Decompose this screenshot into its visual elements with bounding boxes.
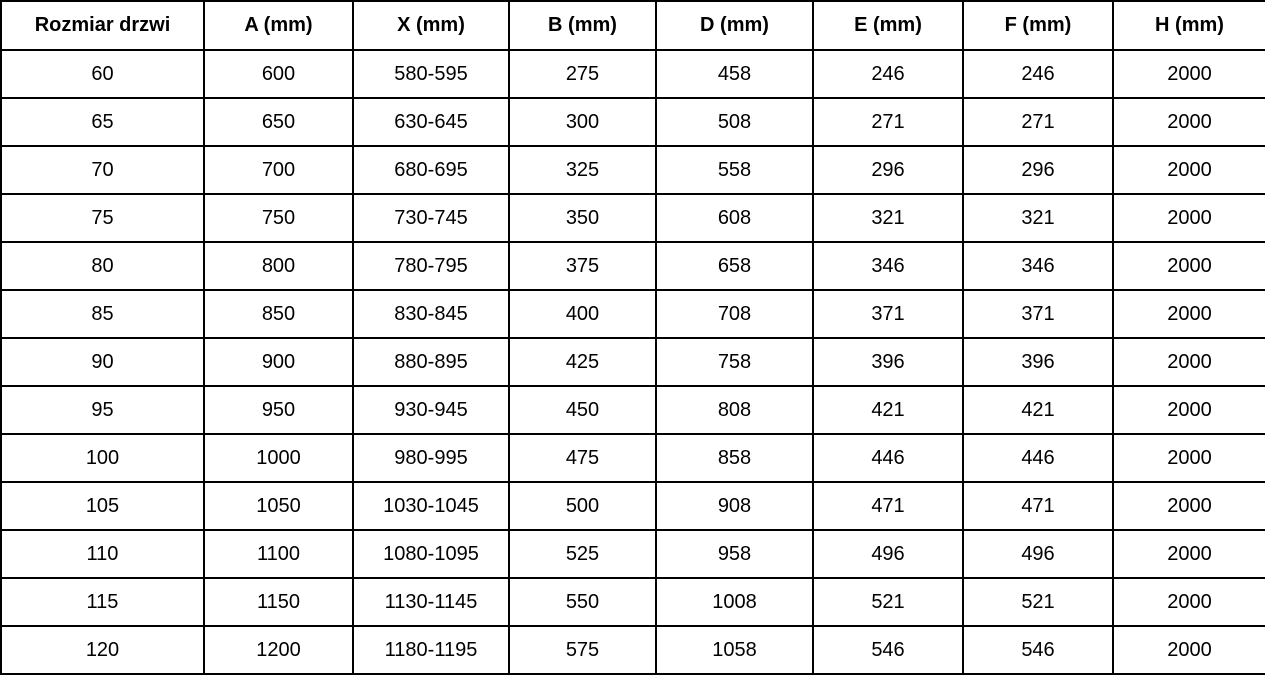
table-row <box>1 98 1265 146</box>
table-cell: 350 <box>509 194 656 242</box>
table-cell: 650 <box>204 98 353 146</box>
column-header: E (mm) <box>813 1 963 50</box>
table-cell: 546 <box>963 626 1113 674</box>
table-cell: 371 <box>963 290 1113 338</box>
table-cell: 2000 <box>1113 482 1265 530</box>
table-cell: 471 <box>813 482 963 530</box>
table-row <box>1 626 1265 674</box>
table-cell: 396 <box>813 338 963 386</box>
table-body <box>1 50 1265 674</box>
table-cell: 446 <box>963 434 1113 482</box>
table-cell: 321 <box>963 194 1113 242</box>
table-cell: 600 <box>204 50 353 98</box>
table-cell: 110 <box>1 530 204 578</box>
table-cell: 980-995 <box>353 434 509 482</box>
table-row <box>1 434 1265 482</box>
table-cell: 425 <box>509 338 656 386</box>
table-cell: 680-695 <box>353 146 509 194</box>
table-cell: 546 <box>813 626 963 674</box>
table-cell: 2000 <box>1113 290 1265 338</box>
table-cell: 525 <box>509 530 656 578</box>
table-cell: 2000 <box>1113 386 1265 434</box>
table-row <box>1 482 1265 530</box>
table-cell: 65 <box>1 98 204 146</box>
table-cell: 471 <box>963 482 1113 530</box>
table-cell: 496 <box>813 530 963 578</box>
table-cell: 700 <box>204 146 353 194</box>
table-cell: 475 <box>509 434 656 482</box>
table-cell: 1058 <box>656 626 813 674</box>
table-cell: 396 <box>963 338 1113 386</box>
table-cell: 550 <box>509 578 656 626</box>
table-row <box>1 578 1265 626</box>
table-cell: 580-595 <box>353 50 509 98</box>
table-cell: 105 <box>1 482 204 530</box>
table-cell: 375 <box>509 242 656 290</box>
table-cell: 708 <box>656 290 813 338</box>
table-cell: 346 <box>963 242 1113 290</box>
table-cell: 858 <box>656 434 813 482</box>
table-cell: 2000 <box>1113 578 1265 626</box>
table-cell: 608 <box>656 194 813 242</box>
table-cell: 2000 <box>1113 530 1265 578</box>
table-cell: 400 <box>509 290 656 338</box>
table-cell: 100 <box>1 434 204 482</box>
table-cell: 421 <box>963 386 1113 434</box>
table-cell: 446 <box>813 434 963 482</box>
table-cell: 500 <box>509 482 656 530</box>
table-cell: 2000 <box>1113 626 1265 674</box>
table-cell: 1050 <box>204 482 353 530</box>
table-cell: 521 <box>963 578 1113 626</box>
table-cell: 750 <box>204 194 353 242</box>
table-cell: 321 <box>813 194 963 242</box>
column-header: Rozmiar drzwi <box>1 1 204 50</box>
table-cell: 296 <box>963 146 1113 194</box>
table-cell: 808 <box>656 386 813 434</box>
table-cell: 246 <box>813 50 963 98</box>
table-cell: 1008 <box>656 578 813 626</box>
table-cell: 90 <box>1 338 204 386</box>
table-cell: 271 <box>813 98 963 146</box>
table-cell: 521 <box>813 578 963 626</box>
table-cell: 371 <box>813 290 963 338</box>
table-cell: 508 <box>656 98 813 146</box>
table-row <box>1 338 1265 386</box>
table-cell: 2000 <box>1113 434 1265 482</box>
table-cell: 758 <box>656 338 813 386</box>
table-cell: 95 <box>1 386 204 434</box>
table-cell: 1100 <box>204 530 353 578</box>
table-row <box>1 530 1265 578</box>
table-cell: 630-645 <box>353 98 509 146</box>
table-cell: 275 <box>509 50 656 98</box>
table-cell: 1000 <box>204 434 353 482</box>
table-cell: 1130-1145 <box>353 578 509 626</box>
header-row <box>1 1 1265 50</box>
table-row <box>1 242 1265 290</box>
table-cell: 930-945 <box>353 386 509 434</box>
table-cell: 271 <box>963 98 1113 146</box>
table-row <box>1 194 1265 242</box>
table-cell: 1030-1045 <box>353 482 509 530</box>
table-cell: 115 <box>1 578 204 626</box>
table-cell: 2000 <box>1113 338 1265 386</box>
table-row <box>1 290 1265 338</box>
table-cell: 246 <box>963 50 1113 98</box>
table-cell: 900 <box>204 338 353 386</box>
table-cell: 2000 <box>1113 50 1265 98</box>
column-header: F (mm) <box>963 1 1113 50</box>
table-cell: 75 <box>1 194 204 242</box>
table-row <box>1 146 1265 194</box>
table-cell: 70 <box>1 146 204 194</box>
table-cell: 60 <box>1 50 204 98</box>
table-cell: 296 <box>813 146 963 194</box>
table-cell: 908 <box>656 482 813 530</box>
table-cell: 730-745 <box>353 194 509 242</box>
table-cell: 120 <box>1 626 204 674</box>
table-cell: 1150 <box>204 578 353 626</box>
table-cell: 346 <box>813 242 963 290</box>
table-row <box>1 50 1265 98</box>
table-row <box>1 386 1265 434</box>
table-cell: 85 <box>1 290 204 338</box>
table-cell: 2000 <box>1113 242 1265 290</box>
table-cell: 80 <box>1 242 204 290</box>
table-cell: 1080-1095 <box>353 530 509 578</box>
table-cell: 2000 <box>1113 146 1265 194</box>
table-cell: 850 <box>204 290 353 338</box>
table-cell: 950 <box>204 386 353 434</box>
column-header: B (mm) <box>509 1 656 50</box>
column-header: D (mm) <box>656 1 813 50</box>
column-header: X (mm) <box>353 1 509 50</box>
table-cell: 558 <box>656 146 813 194</box>
table-cell: 421 <box>813 386 963 434</box>
table-cell: 958 <box>656 530 813 578</box>
column-header: H (mm) <box>1113 1 1265 50</box>
table-cell: 830-845 <box>353 290 509 338</box>
table-cell: 458 <box>656 50 813 98</box>
table-cell: 2000 <box>1113 194 1265 242</box>
table-cell: 2000 <box>1113 98 1265 146</box>
table-cell: 1180-1195 <box>353 626 509 674</box>
table-cell: 780-795 <box>353 242 509 290</box>
table-cell: 450 <box>509 386 656 434</box>
table-cell: 496 <box>963 530 1113 578</box>
table-cell: 800 <box>204 242 353 290</box>
table-cell: 325 <box>509 146 656 194</box>
table-cell: 880-895 <box>353 338 509 386</box>
column-header: A (mm) <box>204 1 353 50</box>
table-cell: 575 <box>509 626 656 674</box>
table-cell: 1200 <box>204 626 353 674</box>
table-cell: 300 <box>509 98 656 146</box>
table-cell: 658 <box>656 242 813 290</box>
